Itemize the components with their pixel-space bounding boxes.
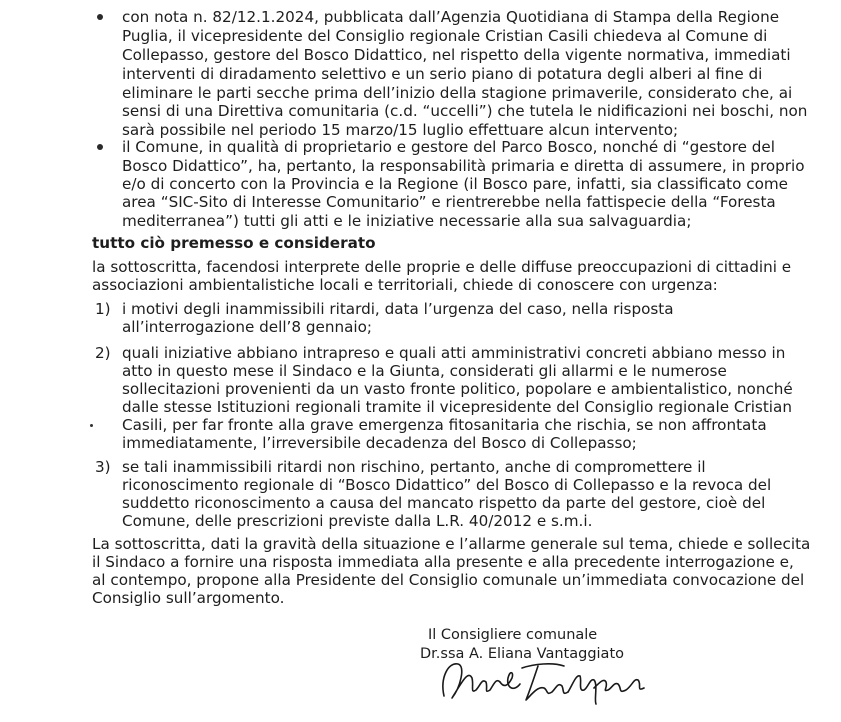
closing-line: La sottoscritta, dati la gravità della situazione e l’allarme generale sul tema, chiede e sollecita — [92, 535, 811, 553]
bullet-2-line: il Comune, in qualità di proprietario e gestore del Parco Bosco, nonché di “gestore del — [122, 138, 775, 156]
bullet-1-line: sensi di una Direttiva comunitaria (c.d. “uccelli”) che tutela le nidificazioni nei boschi, non — [122, 102, 808, 120]
closing-line: al contempo, propone alla Presidente del Consiglio comunale un’immediata convocazione del — [92, 571, 805, 589]
intro-line: associazioni ambientalistiche locali e territoriali, chiede di conoscere con urgenza: — [92, 276, 718, 294]
bullet-1-line: eliminare le parti secche prima dell’inizio della stagione primaverile, considerato che, ai — [122, 84, 793, 102]
bullet-2-line: area “SIC-Sito di Interesse Comunitario” e rientrerebbe nella fattispecie della “Foresta — [122, 193, 776, 211]
bullet-1-line: Collepasso, gestore del Bosco Didattico, nel rispetto della vigente normativa, immediati — [122, 46, 791, 64]
bullet-1-line: Puglia, il vicepresidente del Consiglio regionale Cristian Casili chiedeva al Comune di — [122, 27, 768, 45]
closing-line: il Sindaco a fornire una risposta immediata alla presente e alla precedente interrogazione e, — [92, 553, 794, 571]
handwritten-signature — [434, 648, 654, 710]
scan-speck — [90, 424, 93, 427]
item-1-line: all’interrogazione dell’8 gennaio; — [122, 318, 373, 336]
bullet-2-line: Bosco Didattico”, ha, pertanto, la responsabilità primaria e diretta di assumere, in proprio — [122, 157, 805, 175]
item-2-line: Casili, per far fronte alla grave emergenza fitosanitaria che rischia, se non affrontata — [122, 416, 767, 434]
item-3-line: riconoscimento regionale di “Bosco Didattico” del Bosco di Collepasso e la revoca del — [122, 476, 772, 494]
premise-heading: tutto ciò premesso e considerato — [92, 234, 376, 252]
bullet-marker — [97, 14, 103, 20]
item-2-line: atto in questo mese il Sindaco e la Giunta, considerati gli allarmi e le numerose — [122, 362, 727, 380]
bullet-2-line: e/o di concerto con la Provincia e la Regione (il Bosco pare, infatti, sia classificato come — [122, 175, 789, 193]
item-3-line: Comune, delle prescrizioni previste dalla L.R. 40/2012 e s.m.i. — [122, 512, 593, 530]
bullet-1-line: interventi di diradamento selettivo e un serio piano di potatura degli alberi al fine di — [122, 65, 763, 83]
bullet-1-line: sarà possibile nel periodo 15 marzo/15 luglio effettuare alcun intervento; — [122, 121, 679, 139]
item-number: 3) — [95, 458, 111, 476]
bullet-2-line: mediterranea”) tutti gli atti e le iniziative necessarie alla sua salvaguardia; — [122, 212, 692, 230]
item-2-line: quali iniziative abbiano intrapreso e quali atti amministrativi concreti abbiano messo in — [122, 344, 786, 362]
item-2-line: sollecitazioni provenienti da un vasto fronte politico, popolare e ambientalistico, nonché — [122, 380, 793, 398]
item-1-line: i motivi degli inammissibili ritardi, data l’urgenza del caso, nella risposta — [122, 300, 674, 318]
intro-line: la sottoscritta, facendosi interprete delle proprie e delle diffuse preoccupazioni di cittadini e — [92, 258, 792, 276]
item-2-line: immediatamente, l’irreversibile decadenza del Bosco di Collepasso; — [122, 434, 637, 452]
item-3-line: se tali inammissibili ritardi non rischino, pertanto, anche di compromettere il — [122, 458, 706, 476]
item-number: 1) — [95, 300, 111, 318]
signature-role: Il Consigliere comunale — [428, 627, 598, 643]
signature-name: Dr.ssa A. Eliana Vantaggiato — [420, 646, 624, 662]
bullet-1-line: con nota n. 82/12.1.2024, pubblicata dall’Agenzia Quotidiana di Stampa della Regione — [122, 8, 780, 26]
item-3-line: suddetto riconoscimento a causa del mancato rispetto da parte del gestore, cioè del — [122, 494, 766, 512]
item-number: 2) — [95, 344, 111, 362]
item-2-line: dalle stesse Istituzioni regionali tramite il vicepresidente del Consiglio regionale Cristian — [122, 398, 792, 416]
bullet-marker — [97, 144, 103, 150]
closing-line: Consiglio sull’argomento. — [92, 589, 285, 607]
